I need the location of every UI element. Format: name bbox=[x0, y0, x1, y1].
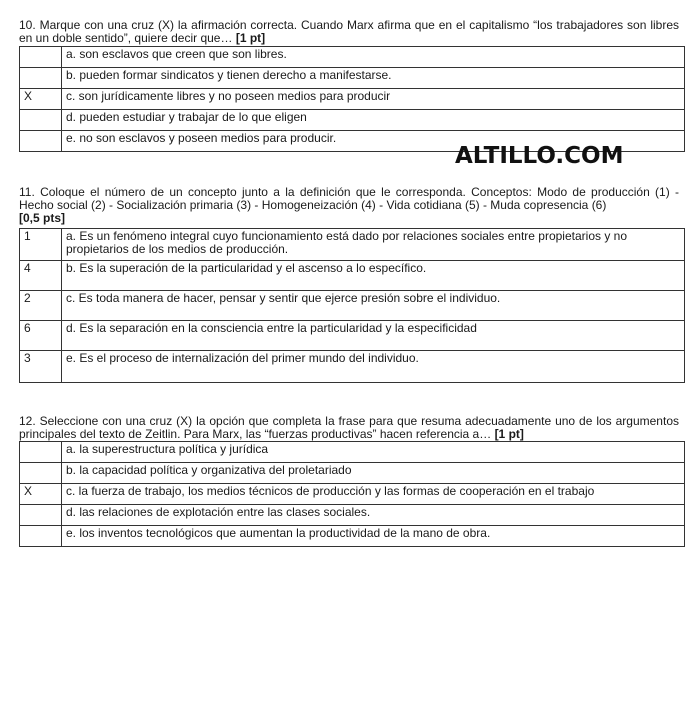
table-row bbox=[20, 505, 685, 526]
answer-mark[interactable] bbox=[20, 110, 62, 131]
table-row bbox=[20, 68, 685, 89]
question-10-points: [1 pt] bbox=[235, 31, 266, 45]
option-text: c. la fuerza de trabajo, los medios técnicos de producción y las formas de cooperación en el trabajo bbox=[62, 484, 685, 505]
answer-mark[interactable] bbox=[20, 526, 62, 547]
table-row bbox=[20, 261, 685, 291]
option-text: b. pueden formar sindicatos y tienen derecho a manifestarse. bbox=[62, 68, 685, 89]
table-row bbox=[20, 47, 685, 68]
definition-text: e. Es el proceso de internalización del primer mundo del individuo. bbox=[62, 351, 685, 383]
question-12-statement: 12. Seleccione con una cruz (X) la opción que completa la frase para que resuma adecuadamente uno de los argumentos principales del texto de Zeitlin. Para Marx, las “fuerzas productivas” hacen referencia a… bbox=[19, 414, 679, 441]
answer-number[interactable]: 6 bbox=[20, 321, 62, 351]
question-12-text bbox=[19, 415, 679, 441]
answer-mark[interactable] bbox=[20, 442, 62, 463]
table-row bbox=[20, 110, 685, 131]
altillo-logo: ALTILLO.COM bbox=[455, 143, 624, 169]
table-row bbox=[20, 351, 685, 383]
table-row bbox=[20, 442, 685, 463]
question-10-text bbox=[19, 19, 679, 45]
answer-number[interactable]: 1 bbox=[20, 229, 62, 261]
answer-mark[interactable] bbox=[20, 68, 62, 89]
option-text: c. son jurídicamente libres y no poseen medios para producir bbox=[62, 89, 685, 110]
table-row bbox=[20, 526, 685, 547]
table-row bbox=[20, 229, 685, 261]
option-text: a. la superestructura política y jurídica bbox=[62, 442, 685, 463]
question-11-text bbox=[19, 186, 679, 225]
option-text: e. no son esclavos y poseen medios para producir. bbox=[62, 131, 685, 152]
question-10-table bbox=[19, 46, 685, 152]
table-row bbox=[20, 484, 685, 505]
answer-number[interactable]: 2 bbox=[20, 291, 62, 321]
answer-mark[interactable] bbox=[20, 47, 62, 68]
question-12-table bbox=[19, 441, 685, 547]
definition-text: d. Es la separación en la consciencia entre la particularidad y la especificidad bbox=[62, 321, 685, 351]
definition-text: b. Es la superación de la particularidad y el ascenso a lo específico. bbox=[62, 261, 685, 291]
option-text: a. son esclavos que creen que son libres. bbox=[62, 47, 685, 68]
table-row bbox=[20, 463, 685, 484]
answer-mark[interactable] bbox=[20, 463, 62, 484]
answer-mark[interactable] bbox=[20, 131, 62, 152]
question-11-table bbox=[19, 228, 685, 383]
answer-mark[interactable] bbox=[20, 505, 62, 526]
table-row bbox=[20, 321, 685, 351]
question-11-statement: 11. Coloque el número de un concepto junto a la definición que le corresponda. Conceptos: Modo de producción (1) - Hecho social (2) - Socialización primaria (3) - Homogeneización (4) - Vida cotidiana (5) - Muda copresencia (6) bbox=[19, 185, 679, 212]
answer-mark[interactable]: X bbox=[20, 89, 62, 110]
table-row bbox=[20, 89, 685, 110]
question-10-statement: 10. Marque con una cruz (X) la afirmación correcta. Cuando Marx afirma que en el capitalismo “los trabajadores son libres en un doble sentido”, quiere decir que… bbox=[19, 18, 679, 45]
option-text: d. pueden estudiar y trabajar de lo que eligen bbox=[62, 110, 685, 131]
definition-text: c. Es toda manera de hacer, pensar y sentir que ejerce presión sobre el individuo. bbox=[62, 291, 685, 321]
answer-mark[interactable]: X bbox=[20, 484, 62, 505]
option-text: d. las relaciones de explotación entre las clases sociales. bbox=[62, 505, 685, 526]
definition-text: a. Es un fenómeno integral cuyo funcionamiento está dado por relaciones sociales entre propietarios y no propietarios de los medios de producción. bbox=[62, 229, 685, 261]
option-text: b. la capacidad política y organizativa del proletariado bbox=[62, 463, 685, 484]
table-row bbox=[20, 291, 685, 321]
answer-number[interactable]: 4 bbox=[20, 261, 62, 291]
question-11-points: [0,5 pts] bbox=[19, 211, 66, 225]
option-text: e. los inventos tecnológicos que aumentan la productividad de la mano de obra. bbox=[62, 526, 685, 547]
answer-number[interactable]: 3 bbox=[20, 351, 62, 383]
question-12-points: [1 pt] bbox=[494, 427, 524, 441]
